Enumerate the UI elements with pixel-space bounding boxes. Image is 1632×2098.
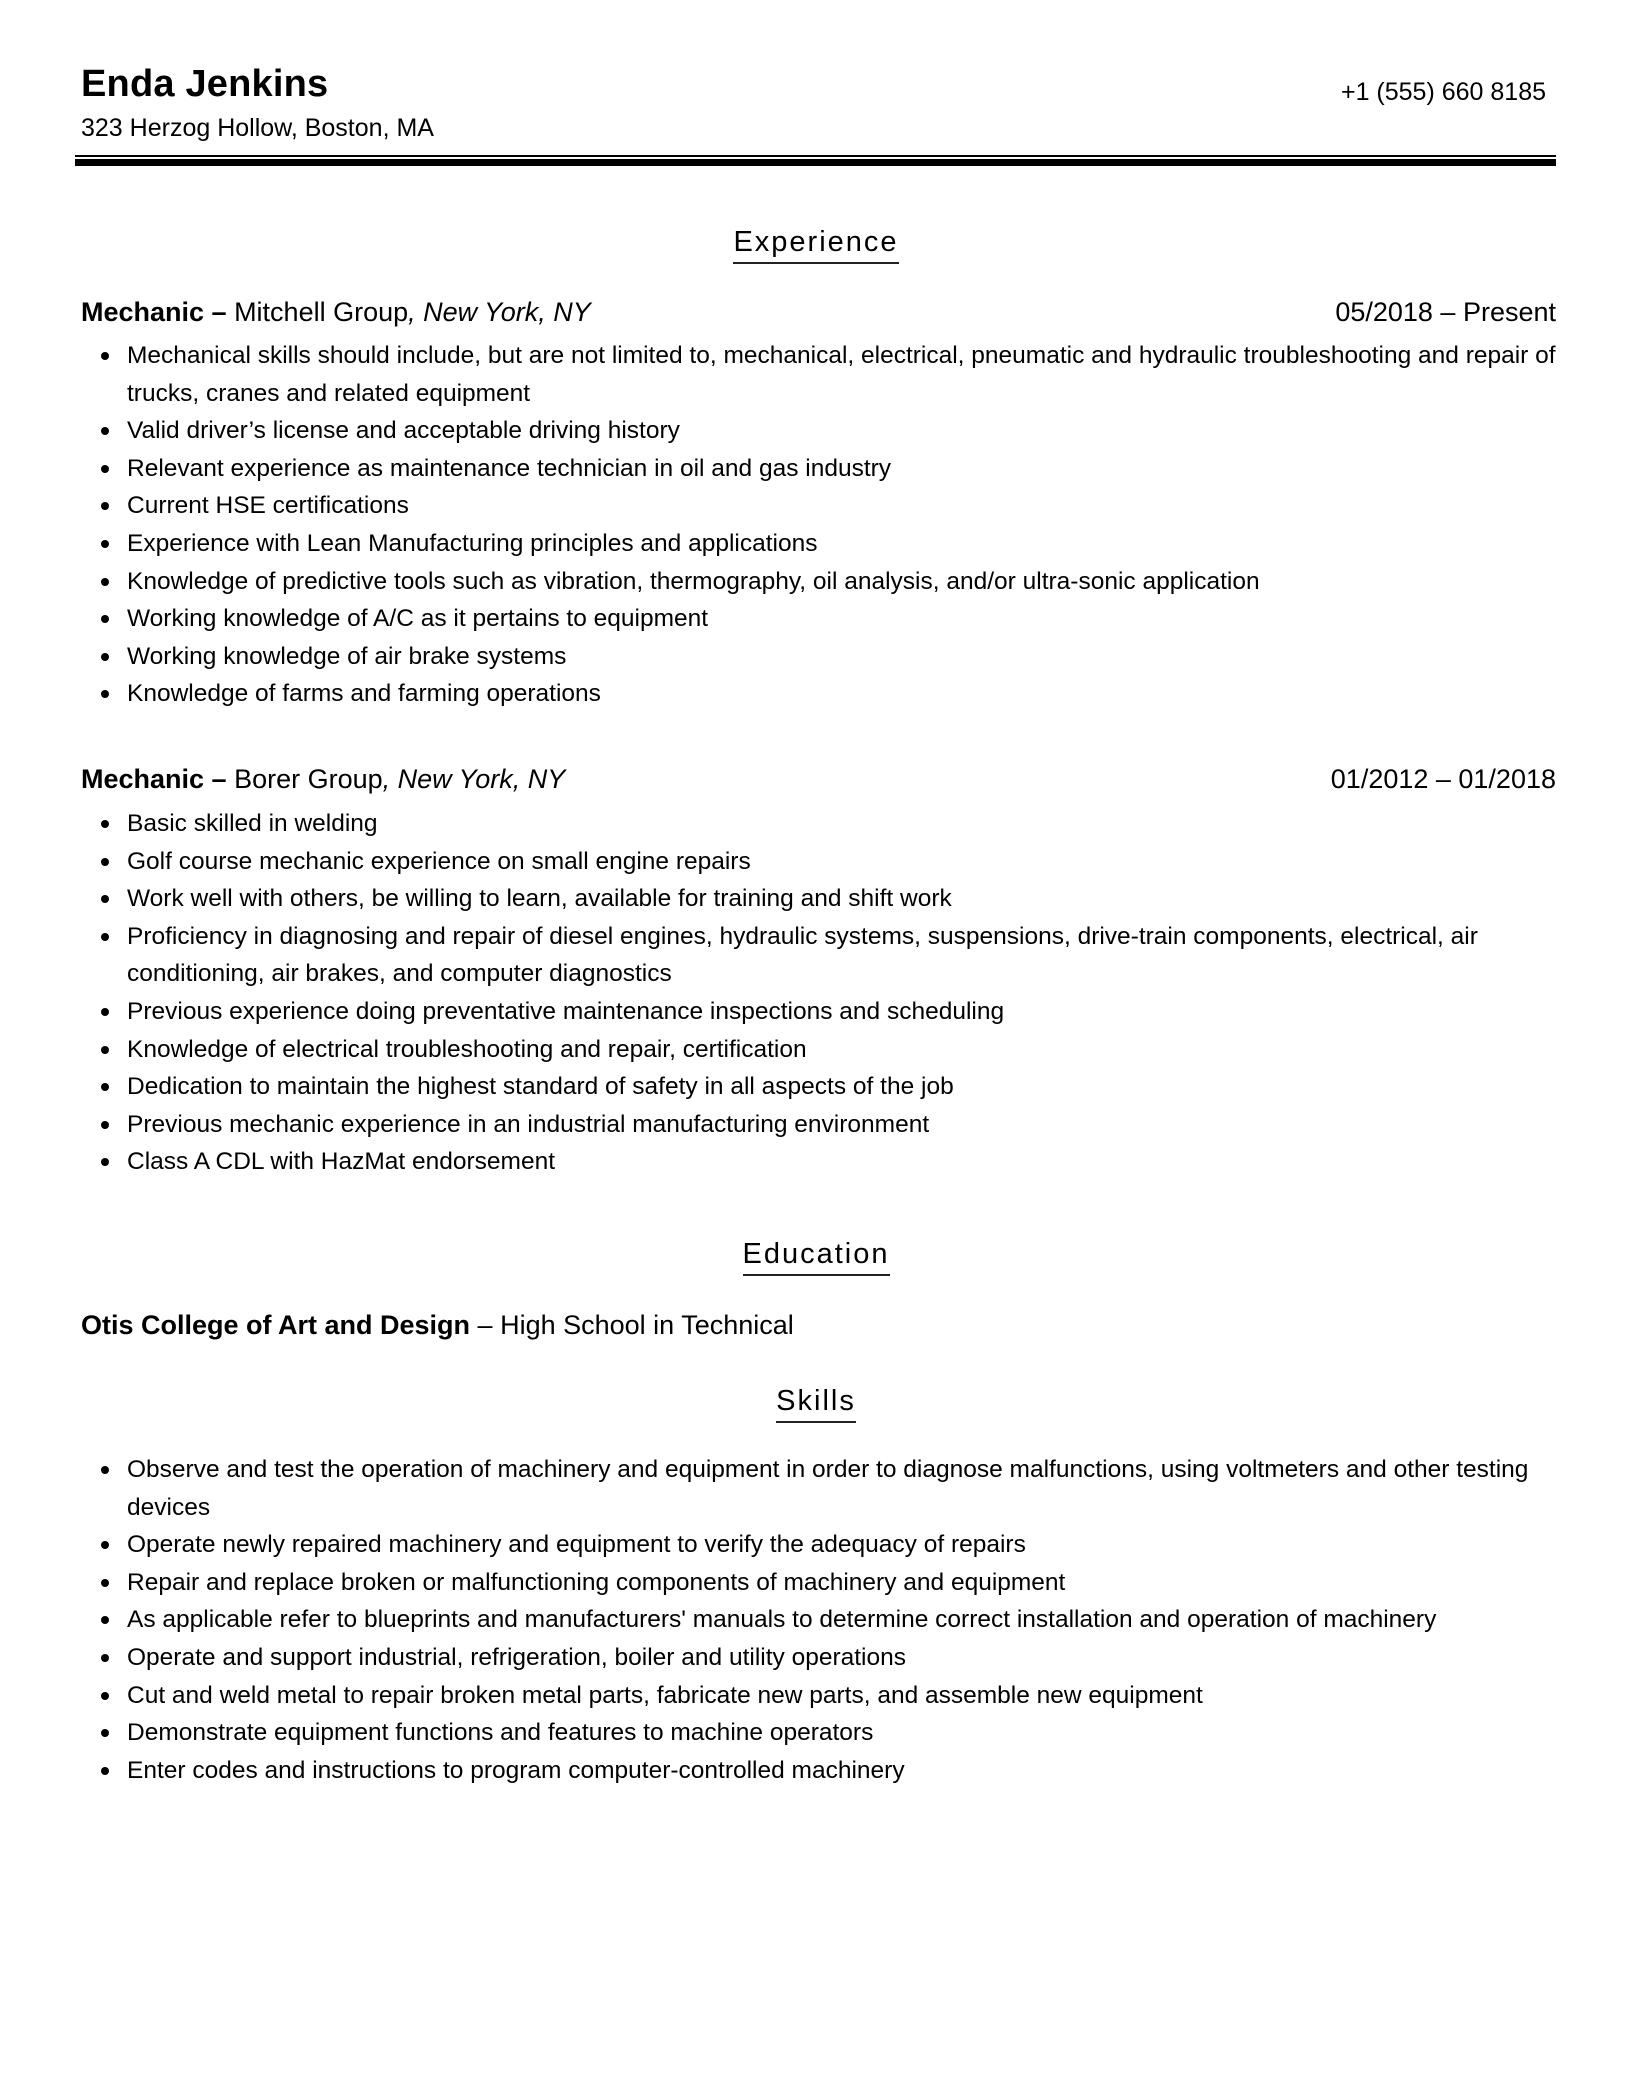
section-heading-skills-label: Skills [776,1383,856,1423]
list-item: Demonstrate equipment functions and features to machine operators [127,1714,1567,1752]
list-item: Knowledge of electrical troubleshooting and repair, certification [127,1031,1567,1069]
section-heading-experience [0,224,1632,264]
list-item: Current HSE certifications [127,487,1567,525]
list-item: Class A CDL with HazMat endorsement [127,1143,1567,1181]
list-item: Previous experience doing preventative maintenance inspections and scheduling [127,993,1567,1031]
candidate-phone: +1 (555) 660 8185 [1340,78,1546,106]
list-item: Basic skilled in welding [127,805,1567,843]
list-item: Golf course mechanic experience on small engine repairs [127,843,1567,881]
header-divider [75,155,1556,166]
education-degree: High School in Technical [500,1310,794,1340]
section-heading-education [0,1236,1632,1276]
job-position [81,762,565,796]
candidate-address: 323 Herzog Hollow, Boston, MA [81,114,434,142]
list-item: Knowledge of farms and farming operations [127,675,1567,713]
header-divider-thick [75,159,1556,166]
list-item: Previous mechanic experience in an industrial manufacturing environment [127,1106,1567,1144]
header-divider-thin [75,155,1556,157]
job-company: Mitchell Group [226,297,409,327]
education-separator: – [470,1310,501,1340]
list-item: Working knowledge of air brake systems [127,638,1567,676]
education-entry [81,1308,794,1342]
list-item: Operate newly repaired machinery and equipment to verify the adequacy of repairs [127,1526,1567,1564]
list-item: Operate and support industrial, refrigeration, boiler and utility operations [127,1639,1567,1677]
section-heading-experience-label: Experience [733,224,898,264]
list-item: Knowledge of predictive tools such as vibration, thermography, oil analysis, and/or ultra-sonic application [127,563,1567,601]
list-item: Cut and weld metal to repair broken metal parts, fabricate new parts, and assemble new equipment [127,1677,1567,1715]
list-item: Observe and test the operation of machinery and equipment in order to diagnose malfunctions, using voltmeters and other testing devices [127,1451,1567,1526]
job-header [81,762,1556,796]
list-item: Relevant experience as maintenance technician in oil and gas industry [127,450,1567,488]
list-item: Repair and replace broken or malfunctioning components of machinery and equipment [127,1564,1567,1602]
section-heading-education-label: Education [743,1236,890,1276]
job-title: Mechanic – [81,764,227,794]
list-item: As applicable refer to blueprints and manufacturers' manuals to determine correct installation and operation of machinery [127,1601,1567,1639]
list-item: Proficiency in diagnosing and repair of diesel engines, hydraulic systems, suspensions, drive-train components, electrical, air conditioning, air brakes, and computer diagnostics [127,918,1567,993]
job-location: , New York, NY [408,297,591,327]
list-item: Dedication to maintain the highest standard of safety in all aspects of the job [127,1068,1567,1106]
list-item: Working knowledge of A/C as it pertains to equipment [127,600,1567,638]
skills-bullet-list [127,1451,1567,1789]
list-item: Experience with Lean Manufacturing principles and applications [127,525,1567,563]
job-dates: 01/2012 – 01/2018 [1330,764,1556,794]
education-school: Otis College of Art and Design [81,1310,471,1340]
job-bullet-list [127,337,1567,713]
job-title: Mechanic – [81,297,227,327]
list-item: Work well with others, be willing to learn, available for training and shift work [127,880,1567,918]
job-header [81,295,1556,329]
job-company: Borer Group [226,764,383,794]
job-bullet-list [127,805,1567,1181]
list-item: Valid driver’s license and acceptable driving history [127,412,1567,450]
section-heading-skills [0,1383,1632,1423]
job-position [81,295,591,329]
list-item: Mechanical skills should include, but are not limited to, mechanical, electrical, pneumatic and hydraulic troubleshooting and repair of trucks, cranes and related equipment [127,337,1567,412]
candidate-name: Enda Jenkins [81,63,329,105]
list-item: Enter codes and instructions to program computer-controlled machinery [127,1752,1567,1790]
job-dates: 05/2018 – Present [1335,297,1556,327]
job-location: , New York, NY [382,764,566,794]
